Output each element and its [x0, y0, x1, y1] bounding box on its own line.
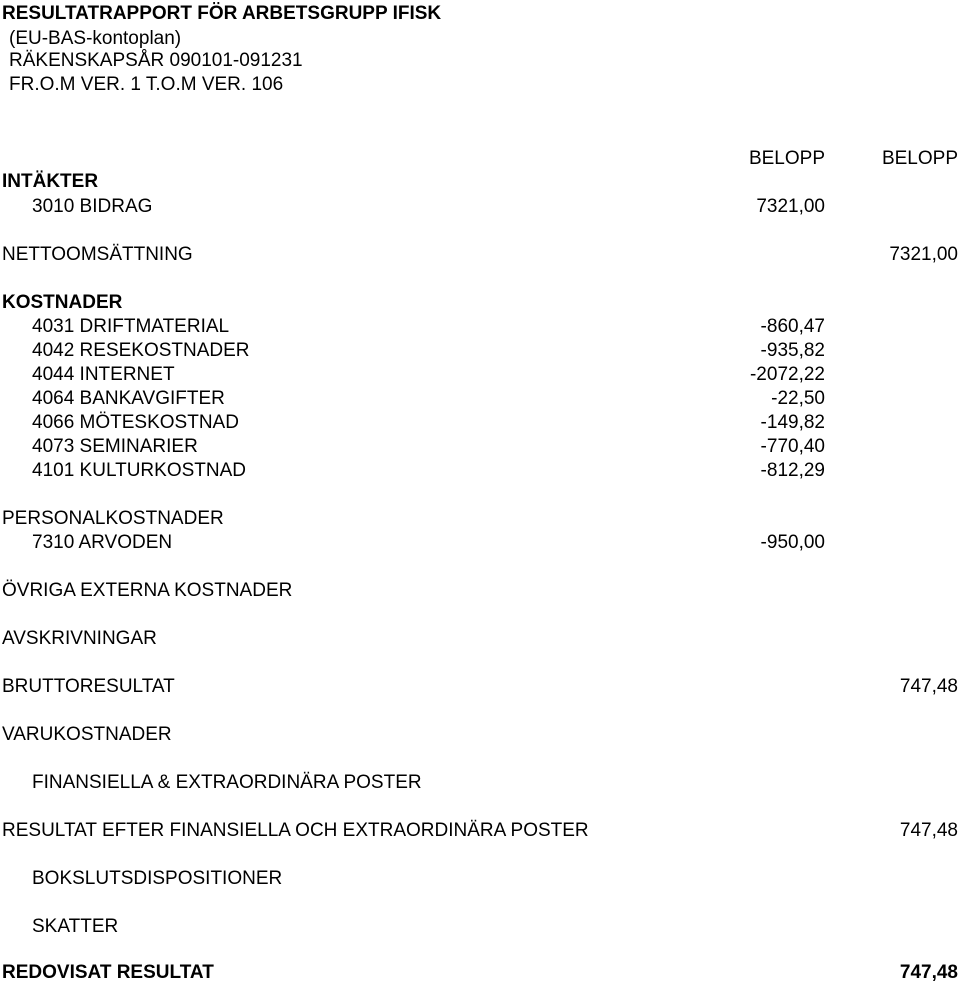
report-title: RESULTATRAPPORT FÖR ARBETSGRUPP IFISK: [2, 3, 442, 24]
account-row-amount: -935,82: [760, 340, 825, 361]
redovisat-resultat-label: REDOVISAT RESULTAT: [2, 962, 214, 983]
nettoomsattning-label: NETTOOMSÄTTNING: [2, 244, 193, 265]
column-header-belopp-1: BELOPP: [748, 148, 825, 169]
account-row-amount: 7321,00: [756, 196, 825, 217]
account-row-amount: -812,29: [760, 460, 825, 481]
bruttoresultat-total: 747,48: [899, 676, 958, 697]
bruttoresultat-label: BRUTTORESULTAT: [2, 676, 175, 697]
account-row-label: 4101 KULTURKOSTNAD: [32, 460, 246, 481]
finansiella-label: FINANSIELLA & EXTRAORDINÄRA POSTER: [32, 772, 422, 793]
account-row-label: 4066 MÖTESKOSTNAD: [32, 412, 239, 433]
column-header-belopp-2: BELOPP: [881, 148, 958, 169]
bokslutsdispositioner-label: BOKSLUTSDISPOSITIONER: [32, 868, 283, 889]
section-heading-personalkostnader: PERSONALKOSTNADER: [2, 508, 224, 529]
resultat-efter-total: 747,48: [899, 820, 958, 841]
account-row-amount: -950,00: [760, 532, 825, 553]
account-row-amount: -860,47: [760, 316, 825, 337]
account-row-label: 4073 SEMINARIER: [32, 436, 198, 457]
account-row-label: 4031 DRIFTMATERIAL: [32, 316, 230, 337]
redovisat-resultat-total: 747,48: [899, 962, 958, 983]
account-row-label: 4042 RESEKOSTNADER: [32, 340, 250, 361]
report-period: RÄKENSKAPSÅR 090101-091231: [9, 50, 303, 71]
account-row-amount: -2072,22: [749, 364, 825, 385]
account-row-amount: -22,50: [771, 388, 825, 409]
skatter-label: SKATTER: [32, 916, 119, 937]
account-row-label: 4044 INTERNET: [32, 364, 175, 385]
varukostnader-label: VARUKOSTNADER: [2, 724, 172, 745]
account-row-amount: -770,40: [760, 436, 825, 457]
account-row-label: 7310 ARVODEN: [32, 532, 173, 553]
account-row-label: 4064 BANKAVGIFTER: [32, 388, 225, 409]
resultat-efter-label: RESULTAT EFTER FINANSIELLA OCH EXTRAORDINÄRA POSTER: [2, 820, 589, 841]
report-versions: FR.O.M VER. 1 T.O.M VER. 106: [9, 74, 284, 95]
avskrivningar-label: AVSKRIVNINGAR: [2, 628, 157, 649]
section-heading-intakter: INTÄKTER: [2, 171, 99, 192]
account-row-label: 3010 BIDRAG: [32, 196, 153, 217]
account-row-amount: -149,82: [760, 412, 825, 433]
section-heading-kostnader: KOSTNADER: [2, 292, 123, 313]
report-subtitle: (EU-BAS-kontoplan): [9, 28, 182, 49]
ovriga-externa-label: ÖVRIGA EXTERNA KOSTNADER: [2, 580, 293, 601]
nettoomsattning-total: 7321,00: [889, 244, 958, 265]
